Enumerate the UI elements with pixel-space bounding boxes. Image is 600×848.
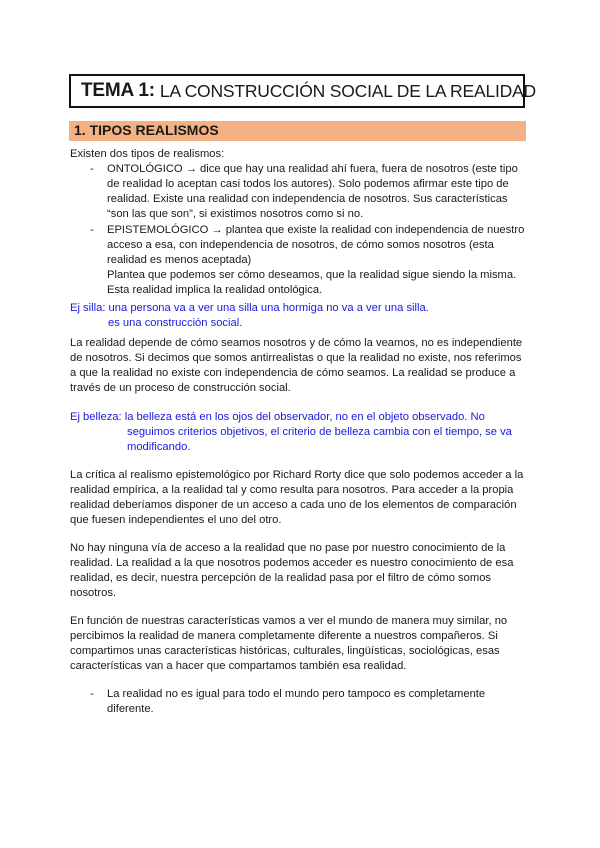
paragraph-2-line-1: La crítica al realismo epistemológico por Richard Rorty dice que solo podemos acceder a la [70, 469, 524, 481]
list-bullet: - [90, 224, 94, 236]
paragraph-1-line-4: través de un proceso de construcción social. [70, 382, 291, 394]
paragraph-1-line-2: de nosotros. Si decimos que somos antirrealistas o que la realidad no existe, nos referimos [70, 352, 522, 364]
paragraph-3-line-1: No hay ninguna vía de acceso a la realidad que no pase por nuestro conocimiento de la [70, 542, 506, 554]
intro-text: Existen dos tipos de realismos: [70, 148, 225, 160]
example-chair-line-1: Ej silla: una persona va a ver una silla una hormiga no va a ver una silla. [70, 302, 429, 314]
paragraph-4-line-2: percibimos la realidad de manera completamente diferente a nuestros compañeros. Si [70, 630, 498, 642]
paragraph-2-line-3: realidad deberíamos disponer de un acceso a cada uno de los elementos de comparación [70, 499, 517, 511]
ontological-line-2: de realidad lo aceptan casi todos los autores). Solo podemos afirmar este tipo de [107, 178, 509, 190]
paragraph-2-line-2: realidad empírica, a la realidad tal y como resulta para nosotros. Para acceder a la propia [70, 484, 514, 496]
epistemological-line-4: Plantea que podemos ser cómo deseamos, que la realidad sigue siendo la misma. [107, 269, 517, 281]
list-bullet: - [90, 163, 94, 175]
example-beauty-line-3: modificando. [127, 441, 191, 453]
paragraph-3-line-4: nosotros. [70, 587, 117, 599]
epistemological-line-3: realidad es menos aceptada) [107, 254, 252, 266]
epistemological-line-5: Esta realidad implica la realidad ontológica. [107, 284, 323, 296]
document-title-box [69, 74, 536, 108]
paragraph-3-line-3: realidad, es decir, nuestra percepción de la realidad pasa por el filtro de cómo somos [70, 572, 492, 584]
epistemological-line-2: acceso a esa, con independencia de nosotros, de cómo somos nosotros (esta [107, 239, 494, 251]
example-chair-line-2: es una construcción social. [108, 317, 243, 329]
title-text: LA CONSTRUCCIÓN SOCIAL DE LA REALIDAD [159, 80, 536, 101]
section-heading: 1. TIPOS REALISMOS [74, 122, 219, 138]
ontological-line-4: “son las que son”, si existimos nosotros como si no. [107, 208, 364, 220]
paragraph-4-line-4: características van a hacer que compartamos también esa realidad. [70, 660, 407, 672]
paragraph-4-line-1: En función de nuestras características vamos a ver el mundo de manera muy similar, no [70, 615, 508, 627]
title-bold: TEMA 1: [81, 80, 155, 101]
paragraph-1-line-3: a que la realidad no existe con independencia de cómo seamos. La realidad se produce a [70, 367, 516, 379]
final-bullet-line-1: La realidad no es igual para todo el mundo pero tampoco es completamente [107, 688, 486, 700]
paragraph-2-line-4: que fuesen independientes el uno del otro. [70, 514, 282, 526]
example-beauty-line-1: Ej belleza: la belleza está en los ojos del observador, no en el objeto observado. No [70, 411, 485, 423]
paragraph-3-line-2: realidad. La realidad a la que nosotros podemos acceder es nuestro conocimiento de esa [70, 557, 514, 569]
paragraph-4-line-3: compartimos unas características históricas, culturales, lingüísticas, sociológicas, esas [70, 645, 500, 657]
final-bullet-line-2: diferente. [107, 703, 154, 715]
ontological-line-1: ONTOLÓGICO → dice que hay una realidad ahí fuera, fuera de nosotros (este tipo [107, 163, 518, 175]
example-beauty-line-2: seguimos criterios objetivos, el criterio de belleza cambia con el tiempo, se va [127, 426, 512, 438]
epistemological-line-1: EPISTEMOLÓGICO → plantea que existe la realidad con independencia de nuestro [107, 224, 525, 236]
list-bullet: - [90, 688, 94, 700]
ontological-line-3: realidad. Existe una realidad con independencia de nosotros. Sus características [107, 193, 508, 205]
paragraph-1-line-1: La realidad depende de cómo seamos nosotros y de cómo la veamos, no es independiente [70, 337, 523, 349]
